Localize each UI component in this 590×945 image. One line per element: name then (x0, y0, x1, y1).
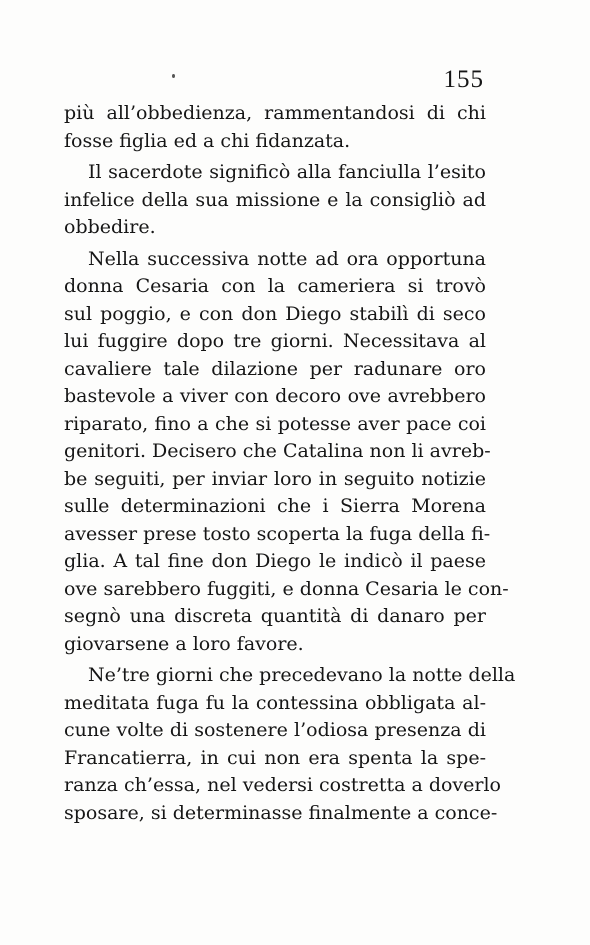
text-line: fosse figlia ed a chi fidanzata. (64, 129, 351, 152)
text-line: ranza ch’essa, nel vedersi costretta a doverlo (64, 774, 501, 796)
paragraph (64, 159, 486, 242)
text-line: giovarsene a loro favore. (64, 632, 304, 655)
text-line: cune volte di sostenere l’odiosa presenza di (64, 719, 486, 741)
text-line: glia. A tal fine don Diego le indicò il paese (64, 550, 486, 572)
text-line: bastevole a viver con decoro ove avrebbero (64, 385, 486, 407)
text-line: be seguiti, per inviar loro in seguito notizie (64, 467, 486, 490)
paragraph (64, 246, 509, 659)
text-line: segnò una discreta quantità di danaro per (64, 605, 486, 627)
text-line: riparato, fino a che si potesse aver pace coi (64, 412, 486, 435)
text-line: genitori. Decisero che Catalina non li avreb- (64, 440, 491, 462)
text-line: Il sacerdote significò alla fanciulla l’esito (88, 161, 486, 183)
paragraph (64, 662, 516, 827)
paragraph (64, 100, 486, 155)
text-line: donna Cesaria con la cameriera si trovò (64, 275, 486, 297)
text-line: avesser prese tosto scoperta la fuga della fi- (64, 522, 491, 545)
text-line: Francatierra, in cui non era spenta la spe- (64, 746, 486, 769)
page-number: 155 (443, 66, 484, 93)
text-line: cavaliere tale dilazione per radunare oro (64, 357, 486, 380)
text-line: Nella successiva notte ad ora opportuna (88, 247, 486, 270)
text-line: sulle determinazioni che i Sierra Morena (64, 495, 486, 517)
text-line: infelice della sua missione e la consigliò ad (64, 188, 486, 211)
text-line: Ne’tre giorni che precedevano la notte della (88, 664, 516, 686)
text-line: lui fuggire dopo tre giorni. Necessitava al (64, 330, 486, 352)
text-line: sposare, si determinasse finalmente a conce- (64, 801, 498, 824)
text-line: sul poggio, e con don Diego stabilì di seco (64, 302, 486, 325)
ink-speck (172, 74, 175, 78)
body-text (64, 100, 516, 827)
text-line: più all’obbedienza, rammentandosi di chi (64, 102, 486, 124)
text-line: ove sarebbero fuggiti, e donna Cesaria le con- (64, 577, 509, 600)
text-line: meditata fuga fu la contessina obbligata al- (64, 691, 486, 714)
text-line: obbedire. (64, 216, 156, 238)
